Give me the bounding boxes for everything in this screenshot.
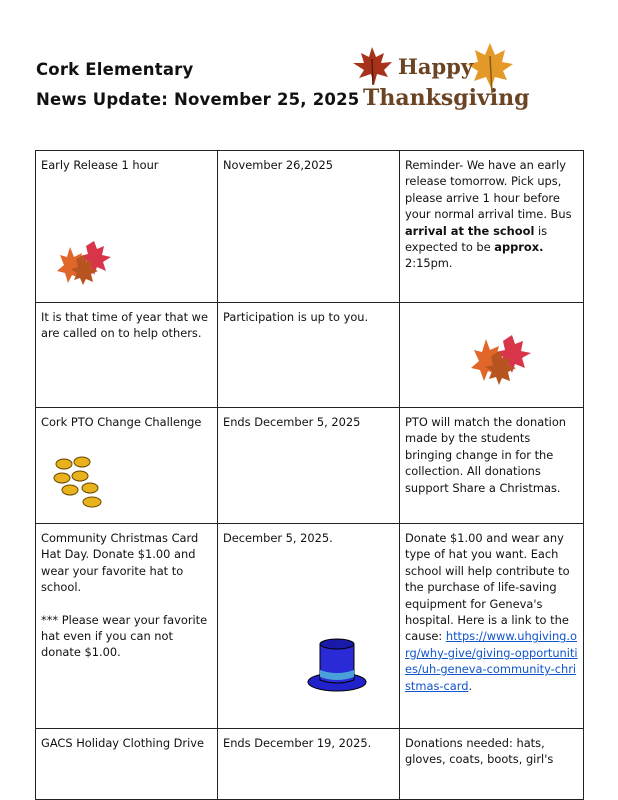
event-cell [36,729,218,800]
table-row [36,408,584,524]
news-table [35,150,584,800]
table-row [36,151,584,303]
date-cell [218,151,400,303]
autumn-leaves-icon [56,239,114,285]
event-title: GACS Holiday Clothing Drive [41,736,205,750]
event-title: Cork PTO Change Challenge [41,415,202,429]
event-cell [36,524,218,729]
event-date: December 5, 2025. [223,531,333,545]
autumn-leaves-icon [470,333,532,385]
details-cell [400,524,584,729]
news-update-title: News Update: November 25, 2025 [36,90,360,109]
details-text: is expected to be [405,223,548,255]
event-cell [36,303,218,408]
table-row [36,729,584,800]
event-date: Ends December 19, 2025. [223,736,372,750]
event-details: Donations needed: hats, gloves, coats, boots, girl's [405,736,554,767]
table-row [36,524,584,729]
school-name: Cork Elementary [36,60,194,79]
details-text: 2:15pm. [405,256,453,271]
coins-icon [52,454,108,510]
event-note: *** Please wear your favorite hat even if you can not donate $1.00. [41,612,208,660]
event-date: November 26,2025 [223,158,333,172]
date-cell [218,729,400,800]
event-title: Community Christmas Card Hat Day. Donate $1.00 and wear your favorite hat to school. [41,531,199,595]
event-note: Participation is up to you. [223,310,369,324]
banner-happy: Happy [398,54,474,79]
donation-link[interactable]: https://www.uhgiving.org/why-give/giving-opportunities/uh-geneva-community-christmas-card [405,629,578,693]
details-cell [400,151,584,303]
date-cell [218,408,400,524]
details-cell [400,729,584,800]
top-hat-icon [306,636,368,694]
happy-thanksgiving-banner [350,40,530,115]
details-text: Reminder- We have an early release tomorrow. Pick ups, please arrive 1 hour before your normal arrival time. Bus [405,158,572,222]
event-date: Ends December 5, 2025 [223,415,361,429]
details-bold-text: arrival at the school [405,223,535,238]
banner-thanksgiving: Thanksgiving [363,85,530,111]
event-details [405,157,578,272]
date-cell [218,303,400,408]
details-bold-text: approx. [494,240,544,255]
details-text: Donate $1.00 and wear any type of hat you want. Each school will help contribute to the purchase of life-saving equipment for Geneva's hospital. Here is a link to the cause: [405,531,570,644]
details-cell [400,303,584,408]
details-cell [400,408,584,524]
details-text: . [468,678,473,693]
maple-leaf-icon [350,45,395,87]
event-title: It is that time of year that we are called on to help others. [41,310,208,341]
event-title: Early Release 1 hour [41,158,159,172]
event-details: PTO will match the donation made by the students bringing change in for the collection. All donations support Share a Christmas. [405,415,567,495]
event-cell [36,408,218,524]
event-details [405,530,578,694]
date-cell [218,524,400,729]
event-cell [36,151,218,303]
table-row [36,303,584,408]
